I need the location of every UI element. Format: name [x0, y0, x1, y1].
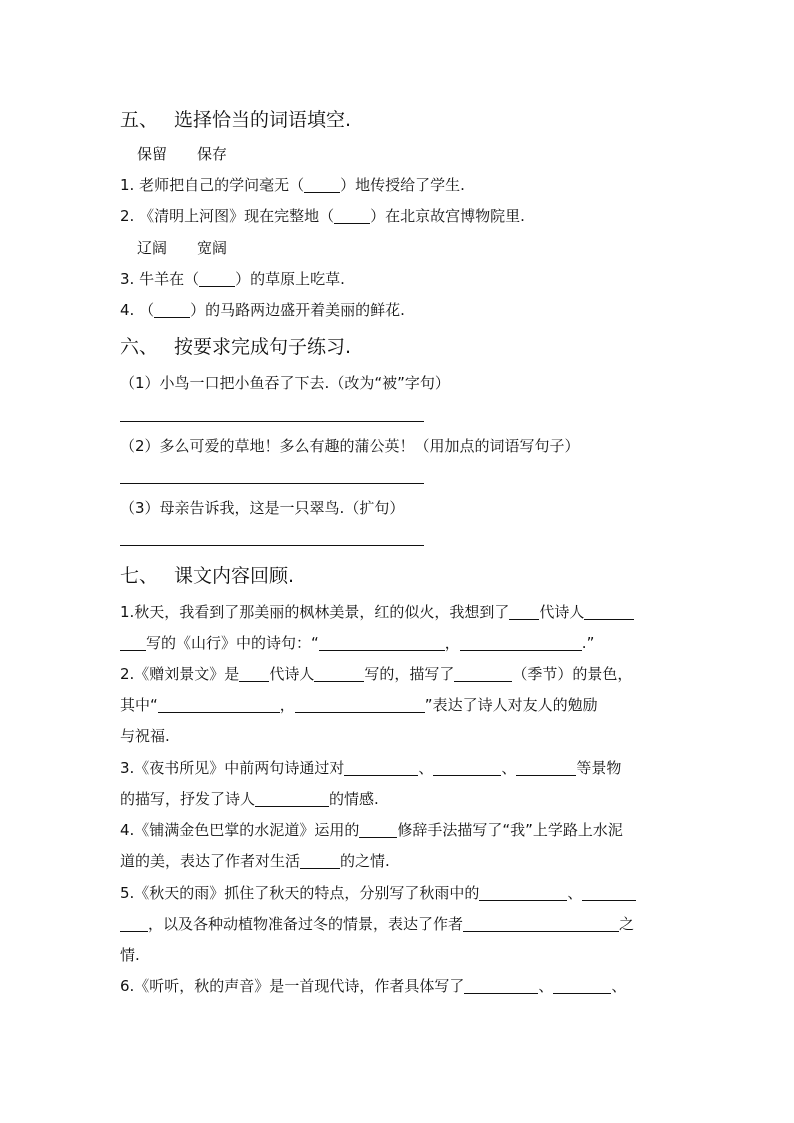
question-7-1-line-2: 写的《山行》中的诗句：“ ， .”: [120, 633, 594, 653]
question-7-3-line-2: 的描写，抒发了诗人 的情感.: [120, 790, 379, 808]
section-6-heading: [120, 334, 351, 360]
section-7-heading: [120, 563, 294, 589]
section-number: 七、: [120, 565, 159, 587]
word-choice-group-2: [137, 238, 257, 258]
answer-blank[interactable]: [319, 635, 445, 651]
answer-blank[interactable]: [158, 697, 280, 713]
section-number: 五、: [120, 109, 159, 131]
answer-line[interactable]: [120, 545, 424, 546]
question-7-5-line-1: 5.《秋天的雨》抓住了秋天的特点，分别写了秋雨中的 、: [120, 883, 636, 903]
answer-blank[interactable]: [344, 760, 418, 776]
section-title: 选择恰当的词语填空.: [174, 109, 352, 131]
question-7-6-line-1: 6.《听听，秋的声音》是一首现代诗，作者具体写了 、 、: [120, 977, 627, 995]
answer-blank[interactable]: [509, 604, 539, 620]
answer-blank[interactable]: [199, 271, 235, 287]
question-5-4: 4. （ ）的马路两边盛开着美丽的鲜花.: [120, 301, 405, 319]
question-5-1: 1. 老师把自己的学问毫无（ ）地传授给了学生.: [120, 176, 465, 194]
answer-blank[interactable]: [516, 760, 576, 776]
answer-blank[interactable]: [255, 791, 329, 807]
answer-blank[interactable]: [295, 697, 425, 713]
answer-blank[interactable]: [454, 666, 512, 682]
question-7-2-line-1: 2.《赠刘景文》是 代诗人 写的，描写了 （季节）的景色，: [120, 665, 633, 683]
answer-blank[interactable]: [463, 916, 619, 932]
answer-blank[interactable]: [120, 635, 146, 651]
section-number: 六、: [120, 336, 159, 358]
question-7-2-line-3: 与祝福.: [120, 727, 170, 745]
question-5-3: 3. 牛羊在（ ）的草原上吃草.: [120, 270, 345, 288]
answer-blank[interactable]: [154, 302, 190, 318]
question-7-3-line-1: 3.《夜书所见》中前两句诗通过对 、 、 等景物: [120, 759, 622, 777]
question-7-4-line-1: 4.《铺满金色巴掌的水泥道》运用的 修辞手法描写了“我”上学路上水泥: [120, 821, 623, 839]
word-option: 辽阔: [137, 239, 168, 257]
answer-blank[interactable]: [479, 885, 567, 901]
question-7-5-line-3: 情.: [120, 946, 140, 964]
question-6-1: （1）小鸟一口把小鱼吞了下去.（改为“被”字句）: [120, 374, 450, 392]
answer-blank[interactable]: [433, 760, 501, 776]
answer-blank[interactable]: [300, 853, 340, 869]
answer-blank[interactable]: [314, 666, 364, 682]
question-6-3: （3）母亲告诉我，这是一只翠鸟.（扩句）: [120, 499, 405, 517]
word-choice-group-1: [137, 144, 257, 164]
answer-blank[interactable]: [304, 177, 340, 193]
section-title: 课文内容回顾.: [174, 565, 295, 587]
answer-blank[interactable]: [334, 208, 370, 224]
question-7-4-line-2: 道的美，表达了作者对生活 的之情.: [120, 852, 390, 870]
answer-blank[interactable]: [239, 666, 269, 682]
question-6-2: （2）多么可爱的草地！多么有趣的蒲公英！（用加点的词语写句子）: [120, 437, 580, 455]
answer-blank[interactable]: [359, 822, 397, 838]
answer-blank[interactable]: [120, 916, 148, 932]
answer-blank[interactable]: [584, 604, 634, 620]
question-5-2: 2. 《清明上河图》现在完整地（ ）在北京故宫博物院里.: [120, 207, 525, 225]
question-7-5-line-2: ，以及各种动植物准备过冬的情景，表达了作者 之: [120, 914, 634, 934]
answer-blank[interactable]: [582, 885, 636, 901]
answer-blank[interactable]: [460, 635, 582, 651]
answer-blank[interactable]: [464, 978, 538, 994]
answer-line[interactable]: [120, 421, 424, 422]
word-option: 保存: [197, 145, 228, 163]
word-option: 宽阔: [197, 239, 228, 257]
answer-blank[interactable]: [553, 978, 611, 994]
answer-line[interactable]: [120, 483, 424, 484]
question-7-1-line-1: 1.秋天，我看到了那美丽的枫林美景，红的似火，我想到了 代诗人: [120, 602, 634, 622]
word-option: 保留: [137, 145, 168, 163]
question-7-2-line-2: 其中“ ， ”表达了诗人对友人的勉励: [120, 696, 598, 714]
section-title: 按要求完成句子练习.: [174, 336, 352, 358]
section-5-heading: [120, 107, 351, 133]
